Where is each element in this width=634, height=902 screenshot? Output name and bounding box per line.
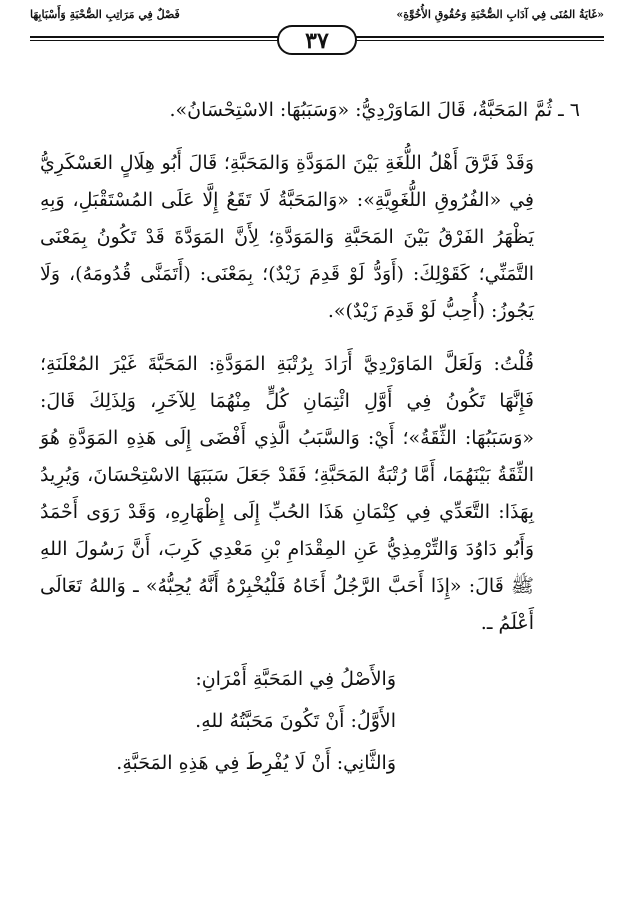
page-header <box>30 6 604 68</box>
book-title: «غَايَةُ المُنَى فِي آدَابِ الصُّحْبَةِ وَحُقُوقِ الأُخُوَّةِ» <box>396 8 604 21</box>
page-number: ٣٧ <box>277 25 357 55</box>
paragraph-3: قُلْتُ: وَلَعَلَّ المَاوَرْدِيَّ أَرَادَ بِرُتْبَةِ المَوَدَّةِ: المَحَبَّةَ غَيْرَ المُعْلَنَةِ؛ فَإِنَّهَا تَكُونُ فِي أَوَّلِ ائْتِمَانِ كُلٍّ مِنْهُمَا لِلآخَرِ، وَلِذَلِكَ قَالَ: «وَسَبَبُهَا: الثِّقَةُ»؛ أَيْ: وَالسَّبَبُ الَّذِي أَفْضَى إِلَى هَذِهِ المَوَدَّةِ هُوَ الثِّقَةُ بَيْنَهُمَا، أَمَّا رُتْبَةُ المَحَبَّةِ؛ فَقَدْ جَعَلَ سَبَبَهَا الاسْتِحْسَانَ، وَيُرِيدُ بِهَذَا: التَّعَدِّي فِي كِتْمَانِ هَذَا الحُبِّ إِلَى إِظْهَارِهِ، وَقَدْ رَوَى أَحْمَدُ وَأَبُو دَاوُدَ وَالتِّرْمِذِيُّ عَنِ المِقْدَامِ بْنِ مَعْدِي كَرِبَ، أَنَّ رَسُولَ اللهِ ﷺ قَالَ: «إِذَا أَحَبَّ الرَّجُلُ أَخَاهُ فَلْيُخْبِرْهُ أَنَّهُ يُحِبُّهُ» ـ وَاللهُ تَعَالَى أَعْلَمُ ـ. <box>40 353 535 634</box>
paragraph-1: ٦ ـ ثُمَّ المَحَبَّةُ، قَالَ المَاوَرْدِيُّ: «وَسَبَبُهَا: الاسْتِحْسَانُ». <box>169 99 580 121</box>
paragraph-2: وَقَدْ فَرَّقَ أَهْلُ اللُّغَةِ بَيْنَ المَوَدَّةِ وَالمَحَبَّةِ؛ قَالَ أَبُو هِلَالٍ العَسْكَرِيُّ فِي «الفُرُوقِ اللُّغَوِيَّةِ»: «وَالمَحَبَّةُ لَا تَقَعُ إِلَّا عَلَى المُسْتَقْبَلِ، وَبِهِ يَظْهَرُ الفَرْقُ بَيْنَ المَحَبَّةِ وَالمَوَدَّةِ؛ لِأَنَّ المَوَدَّةَ قَدْ تَكُونُ بِمَعْنَى التَّمَنِّي؛ كَقَوْلِكَ: (أَوَدُّ لَوْ قَدِمَ زَيْدٌ)؛ بِمَعْنَى: (أَتَمَنَّى قُدُومَهُ)، وَلَا يَجُوزُ: (أُحِبُّ لَوْ قَدِمَ زَيْدٌ)». <box>40 152 534 322</box>
principle-second: وَالثَّانِي: أَنْ لَا يُفْرِطَ فِي هَذِهِ المَحَبَّةِ. <box>116 752 396 774</box>
principle-first: الأَوَّلُ: أَنْ تَكُونَ مَحَبَّتُهُ للهِ. <box>195 710 396 732</box>
page-body <box>40 92 580 784</box>
principles-intro: وَالأَصْلُ فِي المَحَبَّةِ أَمْرَانِ: <box>195 668 396 690</box>
chapter-title: فَصْلٌ فِي مَرَاتِبِ الصُّحْبَةِ وَأَسْبَابِهَا <box>30 8 180 21</box>
